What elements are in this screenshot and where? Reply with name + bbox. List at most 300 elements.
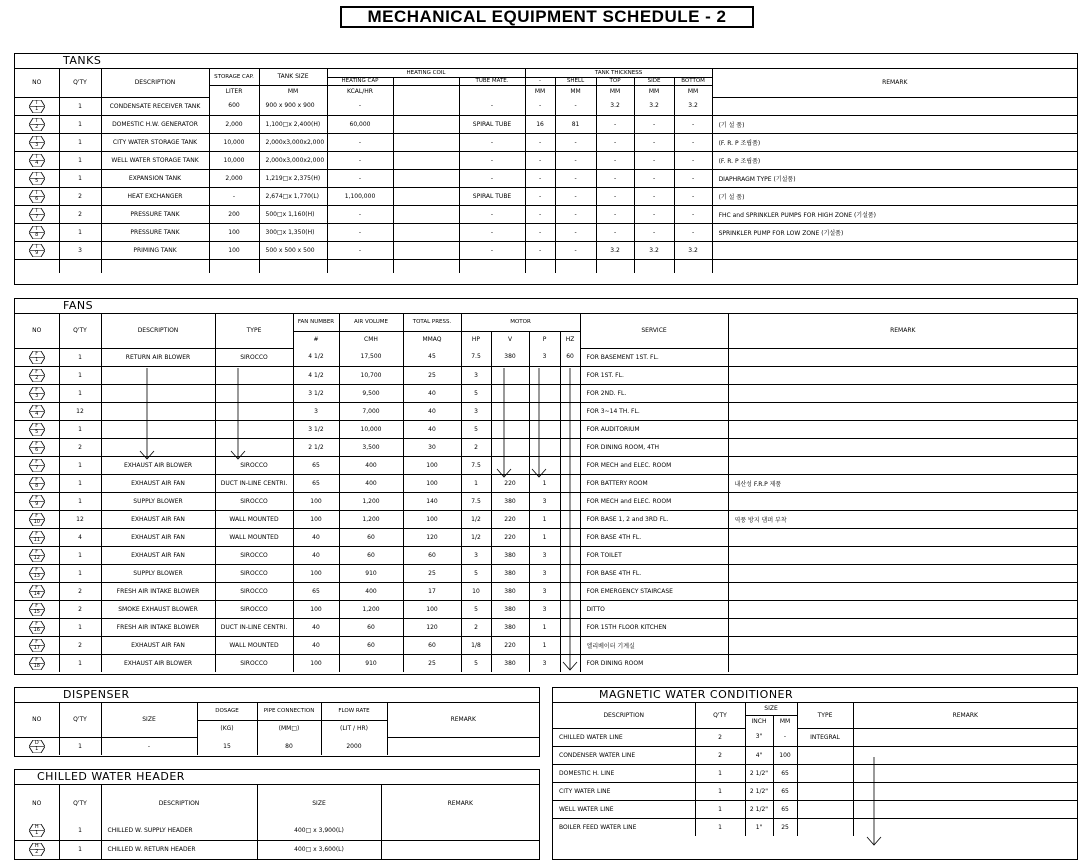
cell: PRESSURE TANK	[101, 223, 209, 241]
cell	[728, 420, 1077, 438]
tag-number: 8	[35, 231, 39, 238]
equipment-tag-icon	[29, 843, 45, 856]
cell: 1	[461, 474, 491, 492]
tag-letter: F	[35, 494, 39, 501]
tag-number: 4	[35, 410, 39, 417]
cell	[387, 737, 539, 755]
equipment-tag-icon	[29, 190, 45, 203]
cell: 60	[339, 528, 403, 546]
cell	[728, 348, 1077, 366]
tag-cell	[15, 821, 59, 840]
fans-table	[15, 314, 1077, 672]
tag-cell	[15, 840, 59, 859]
cell: -	[327, 151, 393, 169]
funit-v: V	[491, 331, 529, 348]
cell: 1,219□x 2,375(H)	[259, 169, 327, 187]
cell: (기 설 품)	[712, 187, 1077, 205]
cell: 100	[403, 510, 461, 528]
cell: -	[674, 223, 712, 241]
cell: 2 1/2	[293, 438, 339, 456]
equipment-tag-icon	[29, 549, 45, 562]
tanks-section	[14, 53, 1078, 285]
cell: 500□x 1,160(H)	[259, 205, 327, 223]
cell: RETURN AIR BLOWER	[101, 348, 215, 366]
fcol-desc: DESCRIPTION	[101, 314, 215, 348]
tag-number: 6	[35, 195, 39, 202]
conditioner-title: MAGNETIC WATER CONDITIONER	[553, 688, 1077, 703]
cell: 17	[403, 582, 461, 600]
cell: 12	[59, 402, 101, 420]
cell: 5	[461, 600, 491, 618]
cell: 380	[491, 492, 529, 510]
equipment-tag-icon	[29, 585, 45, 598]
table-row	[15, 402, 1077, 420]
cell: 1	[59, 169, 101, 187]
cell: 7.5	[461, 348, 491, 366]
cell	[393, 151, 459, 169]
cell: DITTO	[580, 600, 728, 618]
cell: EXHAUST AIR FAN	[101, 510, 215, 528]
cell: FOR EMERGENCY STAIRCASE	[580, 582, 728, 600]
cell: 100	[293, 564, 339, 582]
funit-air: CMH	[339, 331, 403, 348]
unit-heat: KCAL/HR	[327, 85, 393, 97]
cell: 2	[59, 187, 101, 205]
tag-letter: F	[35, 584, 39, 591]
cell: 1	[59, 133, 101, 151]
tag-letter: F	[35, 440, 39, 447]
ccol-remark: REMARK	[853, 703, 1077, 728]
table-row	[15, 737, 539, 755]
cell	[491, 366, 529, 384]
cell: -	[634, 187, 674, 205]
cell	[728, 546, 1077, 564]
cell	[101, 402, 215, 420]
tag-letter: F	[35, 476, 39, 483]
cell: 10,000	[339, 420, 403, 438]
cell: -	[327, 223, 393, 241]
dispenser-table	[15, 703, 539, 755]
tag-cell	[15, 600, 59, 618]
table-row	[553, 782, 1077, 800]
cell	[712, 97, 1077, 115]
cell: 100	[293, 654, 339, 672]
cell: FOR 2ND. FL.	[580, 384, 728, 402]
cell: 220	[491, 636, 529, 654]
cell	[560, 564, 580, 582]
cell: 1	[59, 223, 101, 241]
cell: BOILER FEED WATER LINE	[553, 818, 695, 836]
cell	[529, 438, 560, 456]
cell: SIROCCO	[215, 582, 293, 600]
cell	[728, 564, 1077, 582]
unit-size: MM	[259, 85, 327, 97]
cell: -	[459, 151, 525, 169]
cell	[853, 764, 1077, 782]
table-row	[15, 259, 1077, 273]
funit-fan: #	[293, 331, 339, 348]
equipment-tag-icon	[29, 567, 45, 580]
equipment-tag-icon	[29, 531, 45, 544]
cell	[560, 618, 580, 636]
cell: -	[596, 115, 634, 133]
table-row	[15, 456, 1077, 474]
cell: -	[525, 223, 555, 241]
tag-number: 7	[35, 213, 39, 220]
cell: FOR MECH and ELEC. ROOM	[580, 456, 728, 474]
cell: 10,700	[339, 366, 403, 384]
cell	[560, 654, 580, 672]
cell: 40	[403, 420, 461, 438]
cell: -	[555, 133, 596, 151]
cell: FOR TOILET	[580, 546, 728, 564]
cell: 500 x 500 x 500	[259, 241, 327, 259]
cell	[797, 746, 853, 764]
cell: 1	[59, 366, 101, 384]
tag-number: 3	[35, 392, 39, 399]
cell: 3.2	[596, 241, 634, 259]
table-row	[15, 821, 539, 840]
cell	[491, 420, 529, 438]
cell	[797, 782, 853, 800]
tag-number: 9	[35, 249, 39, 256]
table-row	[553, 800, 1077, 818]
dcol-dosage: DOSAGE	[197, 703, 257, 720]
table-row	[15, 492, 1077, 510]
tag-cell	[15, 564, 59, 582]
cell: 1	[695, 764, 745, 782]
equipment-tag-icon	[29, 639, 45, 652]
cell: 380	[491, 348, 529, 366]
table-row	[15, 97, 1077, 115]
tag-letter: T	[35, 189, 39, 196]
cell: -	[525, 151, 555, 169]
cell: -	[555, 169, 596, 187]
dunit-pipe: (MM□)	[257, 720, 321, 737]
fcol-motor: MOTOR	[461, 314, 580, 331]
tag-number: 1	[35, 356, 39, 363]
cell	[560, 510, 580, 528]
cell: 1/8	[461, 636, 491, 654]
col-qty: Q'TY	[59, 69, 101, 97]
cell: -	[596, 187, 634, 205]
cell: 3	[59, 241, 101, 259]
cell: 600	[209, 97, 259, 115]
cell: -	[327, 205, 393, 223]
cell: WALL MOUNTED	[215, 510, 293, 528]
cell	[101, 420, 215, 438]
cell: -	[525, 241, 555, 259]
tag-cell	[15, 737, 59, 755]
cell: 60	[403, 546, 461, 564]
fcol-fan: FAN NUMBER	[293, 314, 339, 331]
cell: -	[773, 728, 797, 746]
cell: 300□x 1,350(H)	[259, 223, 327, 241]
cell: 65	[773, 764, 797, 782]
table-row	[553, 728, 1077, 746]
cell: 3 1/2	[293, 384, 339, 402]
tag-number: 4	[35, 159, 39, 166]
cell	[381, 821, 539, 840]
tag-letter: F	[35, 656, 39, 663]
cell: FOR DINING ROOM, 4TH	[580, 438, 728, 456]
equipment-tag-icon	[29, 513, 45, 526]
header-table	[15, 785, 539, 859]
cell: DIAPHRAGM TYPE (기설품)	[712, 169, 1077, 187]
cell: CITY WATER LINE	[553, 782, 695, 800]
equipment-tag-icon	[29, 477, 45, 490]
cell	[393, 133, 459, 151]
cell: FOR 1ST. FL.	[580, 366, 728, 384]
cell: 380	[491, 600, 529, 618]
unit-mm: MM	[555, 85, 596, 97]
cell: 380	[491, 618, 529, 636]
table-row	[15, 169, 1077, 187]
tag-cell	[15, 384, 59, 402]
cell: 1	[695, 818, 745, 836]
fans-title: FANS	[15, 299, 1077, 314]
cell: 60	[339, 618, 403, 636]
tag-cell	[15, 582, 59, 600]
cell: -	[525, 169, 555, 187]
cell	[525, 259, 555, 273]
cell: EXHAUST AIR BLOWER	[101, 456, 215, 474]
cell: -	[596, 151, 634, 169]
tag-number: 17	[33, 644, 40, 651]
cell: -	[555, 151, 596, 169]
col-dash: -	[525, 77, 555, 85]
cell	[393, 169, 459, 187]
cell: CONDENSATE RECEIVER TANK	[101, 97, 209, 115]
cell: 3	[529, 600, 560, 618]
tag-cell	[15, 115, 59, 133]
cell	[728, 636, 1077, 654]
tag-cell	[15, 241, 59, 259]
cell: -	[327, 169, 393, 187]
cell	[560, 492, 580, 510]
cell	[59, 259, 101, 273]
tag-letter: T	[35, 225, 39, 232]
ccol-qty: Q'TY	[695, 703, 745, 728]
cell: PRESSURE TANK	[101, 205, 209, 223]
cell: 910	[339, 564, 403, 582]
cell: 3.2	[674, 97, 712, 115]
cell	[853, 746, 1077, 764]
cell	[797, 800, 853, 818]
tag-letter: F	[35, 458, 39, 465]
cell	[853, 800, 1077, 818]
cell: 120	[403, 528, 461, 546]
cell: 100	[773, 746, 797, 764]
table-row	[15, 384, 1077, 402]
cell: 60	[403, 636, 461, 654]
cell: PRIMING TANK	[101, 241, 209, 259]
tag-cell	[15, 187, 59, 205]
tag-letter: H	[34, 823, 39, 830]
cell: SUPPLY BLOWER	[101, 492, 215, 510]
tag-letter: T	[35, 171, 39, 178]
tag-number: 6	[35, 446, 39, 453]
cell: 3 1/2	[293, 420, 339, 438]
tag-number: 3	[35, 141, 39, 148]
cell: SIROCCO	[215, 654, 293, 672]
tag-number: 10	[33, 518, 40, 525]
cell: 60	[560, 348, 580, 366]
cell: HEAT EXCHANGER	[101, 187, 209, 205]
cell: 3	[529, 492, 560, 510]
table-row	[15, 151, 1077, 169]
equipment-tag-icon	[29, 154, 45, 167]
dispenser-title: DISPENSER	[15, 688, 539, 703]
unit-blank	[393, 85, 459, 97]
col-thick: TANK THICKNESS	[525, 69, 712, 77]
cell	[560, 636, 580, 654]
cell: 3	[529, 654, 560, 672]
cell: -	[634, 115, 674, 133]
equipment-tag-icon	[29, 172, 45, 185]
cell: FOR BASE 4TH FL.	[580, 528, 728, 546]
cell: 2 1/2"	[745, 782, 773, 800]
table-row	[15, 528, 1077, 546]
cell: SIROCCO	[215, 600, 293, 618]
cell: 100	[209, 223, 259, 241]
unit-mm: MM	[596, 85, 634, 97]
tag-number: 5	[35, 177, 39, 184]
table-row	[15, 133, 1077, 151]
tag-cell	[15, 133, 59, 151]
unit-mm: MM	[634, 85, 674, 97]
tag-letter: F	[35, 530, 39, 537]
cell: -	[459, 223, 525, 241]
cell: FRESH AIR INTAKE BLOWER	[101, 618, 215, 636]
cell: FOR BATTERY ROOM	[580, 474, 728, 492]
cell: 내산성 F.R.P 제품	[728, 474, 1077, 492]
hcol-size: SIZE	[257, 785, 381, 821]
col-bottom: BOTTOM	[674, 77, 712, 85]
col-size: TANK SIZE	[259, 69, 327, 85]
cell: 45	[403, 348, 461, 366]
cell: 100	[403, 600, 461, 618]
tag-number: 1	[35, 829, 39, 836]
cell: 1,100,000	[327, 187, 393, 205]
tag-number: 1	[35, 745, 39, 752]
tag-cell	[15, 97, 59, 115]
cell: CHILLED W. SUPPLY HEADER	[101, 821, 257, 840]
equipment-tag-icon	[29, 459, 45, 472]
cell: -	[674, 115, 712, 133]
cell	[797, 818, 853, 836]
tag-number: 2	[35, 123, 39, 130]
cell: 3"	[745, 728, 773, 746]
cell: 100	[293, 510, 339, 528]
cell: FOR 15TH FLOOR KITCHEN	[580, 618, 728, 636]
cell: 1	[695, 800, 745, 818]
cell	[728, 528, 1077, 546]
cell: -	[674, 169, 712, 187]
cell: (F. R. P 조립품)	[712, 151, 1077, 169]
cell: 3	[461, 366, 491, 384]
cell: FOR BASE 4TH FL.	[580, 564, 728, 582]
cell	[560, 420, 580, 438]
cell: 1	[59, 737, 101, 755]
tag-letter: F	[35, 404, 39, 411]
tag-number: 2	[35, 849, 39, 856]
cell: 2,000	[209, 169, 259, 187]
cell: 17,500	[339, 348, 403, 366]
cell: 400	[339, 474, 403, 492]
col-shell: SHELL	[555, 77, 596, 85]
cell	[101, 366, 215, 384]
cell: 1,200	[339, 600, 403, 618]
cell: 10	[461, 582, 491, 600]
tag-cell	[15, 402, 59, 420]
cell: -	[634, 169, 674, 187]
cell	[797, 764, 853, 782]
cell: -	[674, 187, 712, 205]
cell: 220	[491, 474, 529, 492]
cell	[215, 384, 293, 402]
cell: SIROCCO	[215, 564, 293, 582]
cell	[491, 384, 529, 402]
dcol-qty: Q'TY	[59, 703, 101, 737]
cell: 7.5	[461, 456, 491, 474]
cell: FOR AUDITORIUM	[580, 420, 728, 438]
tag-letter: F	[35, 368, 39, 375]
fans-section	[14, 298, 1078, 675]
tag-number: 8	[35, 482, 39, 489]
cell: FOR MECH and ELEC. ROOM	[580, 492, 728, 510]
tag-cell	[15, 223, 59, 241]
cell: (F. R. P 조립품)	[712, 133, 1077, 151]
cell: SIROCCO	[215, 492, 293, 510]
table-row	[553, 764, 1077, 782]
cell: 1	[59, 564, 101, 582]
cell: SMOKE EXHAUST BLOWER	[101, 600, 215, 618]
cell: 2	[461, 618, 491, 636]
cell: 1	[59, 821, 101, 840]
cell: -	[459, 169, 525, 187]
cell: 65	[293, 474, 339, 492]
cell: 2	[59, 205, 101, 223]
cell: 2,000x3,000x2,000	[259, 151, 327, 169]
cell: 1	[695, 782, 745, 800]
table-row	[15, 546, 1077, 564]
hcol-no: NO	[15, 785, 59, 821]
tag-cell	[15, 151, 59, 169]
cell: 400	[339, 582, 403, 600]
tag-cell	[15, 618, 59, 636]
fcol-remark: REMARK	[728, 314, 1077, 348]
cell: 3	[529, 582, 560, 600]
table-row	[553, 818, 1077, 836]
col-blank	[393, 77, 459, 85]
fcol-no: NO	[15, 314, 59, 348]
cell	[560, 546, 580, 564]
cell	[215, 438, 293, 456]
cell: 3	[461, 546, 491, 564]
cell: 2	[59, 582, 101, 600]
tag-number: 11	[33, 536, 40, 543]
cell: 400□ x 3,900(L)	[257, 821, 381, 840]
cell: 1	[59, 151, 101, 169]
cell: 220	[491, 528, 529, 546]
unit-mm: MM	[674, 85, 712, 97]
cell	[101, 438, 215, 456]
cell	[674, 259, 712, 273]
cell: SIROCCO	[215, 456, 293, 474]
cell: 2	[695, 746, 745, 764]
cell: 2	[461, 438, 491, 456]
